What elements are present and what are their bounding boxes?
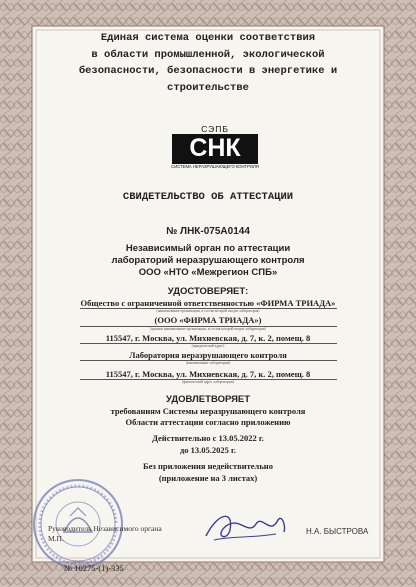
invalid-without-appendix: Без приложения недействительно [143,461,273,471]
valid-to: до 13.05.2025 г. [179,445,237,455]
laboratory-name: Лаборатория неразрушающего контроля [129,350,287,360]
stamp-place-mark: М.П. [48,534,64,543]
signer-name: Н.А. БЫСТРОВА [306,527,369,536]
validity-block [0,432,416,456]
system-header [0,30,416,96]
caption-laboratory: (наименование лаборатории) [185,361,231,365]
certificate-number: № ЛНК-075А0144 [166,226,250,237]
snk-logo [168,124,262,170]
signer-role [48,524,162,544]
satisfies-heading: УДОВЛЕТВОРЯЕТ [165,394,251,405]
issuer-line-3: ООО «НТО «Межрегион СПБ» [138,267,278,278]
handwritten-signature [200,506,290,548]
issuer-line-1: Независимый орган по аттестации [125,243,291,254]
valid-from: Действительно с 13.05.2022 г. [152,433,264,443]
company-full-name: Общество с ограниченной ответственностью «ФИРМА ТРИАДА» [80,298,336,308]
company-short-name: (ООО «ФИРМА ТРИАДА») [154,315,262,325]
logo-bottom-text: СИСТЕМА НЕРАЗРУШАЮЩЕГО КОНТРОЛЯ [171,164,259,169]
logo-top-text: СЭПБ [201,124,229,134]
caption-company-short: (краткое наименование организации, в состав которой входит лаборатория) [150,327,266,331]
caption-legal-address: (юридический адрес) [191,344,225,348]
caption-actual-address: (фактический адрес лаборатории) [182,380,234,384]
signer-role-line-1: Руководитель Независимого органа [48,524,162,533]
caption-company-full: (наименование организации, в состав которой входит лаборатория) [156,309,260,313]
logo-main-text: СНК [189,134,241,162]
header-line-4: строительстве [167,81,249,94]
serial-number: № 10275-(1)-335 [64,563,124,573]
appendix-pages: (приложение на 3 листах) [158,473,258,483]
requirements-block [0,406,416,428]
issuer-line-2: лабораторий неразрушающего контроля [111,255,305,266]
header-line-2: в области промышленной, экологической [91,48,325,61]
issuer-block [0,243,416,279]
actual-address: 115547, г. Москва, ул. Михневская, д. 7, к. 2, помещ. 8 [105,369,311,379]
legal-address: 115547, г. Москва, ул. Михневская, д. 7, к. 2, помещ. 8 [105,333,311,343]
requirements-line-2: Области аттестации согласно приложению [125,417,291,427]
header-line-3: безопасности, безопасности в энергетике и [78,65,338,77]
document-title: СВИДЕТЕЛЬСТВО ОБ АТТЕСТАЦИИ [122,191,294,203]
certifies-heading: УДОСТОВЕРЯЕТ: [167,286,249,297]
header-line-1: Единая система оценки соответствия [100,32,316,44]
requirements-line-1: требованиям Системы неразрушающего контроля [110,406,306,416]
